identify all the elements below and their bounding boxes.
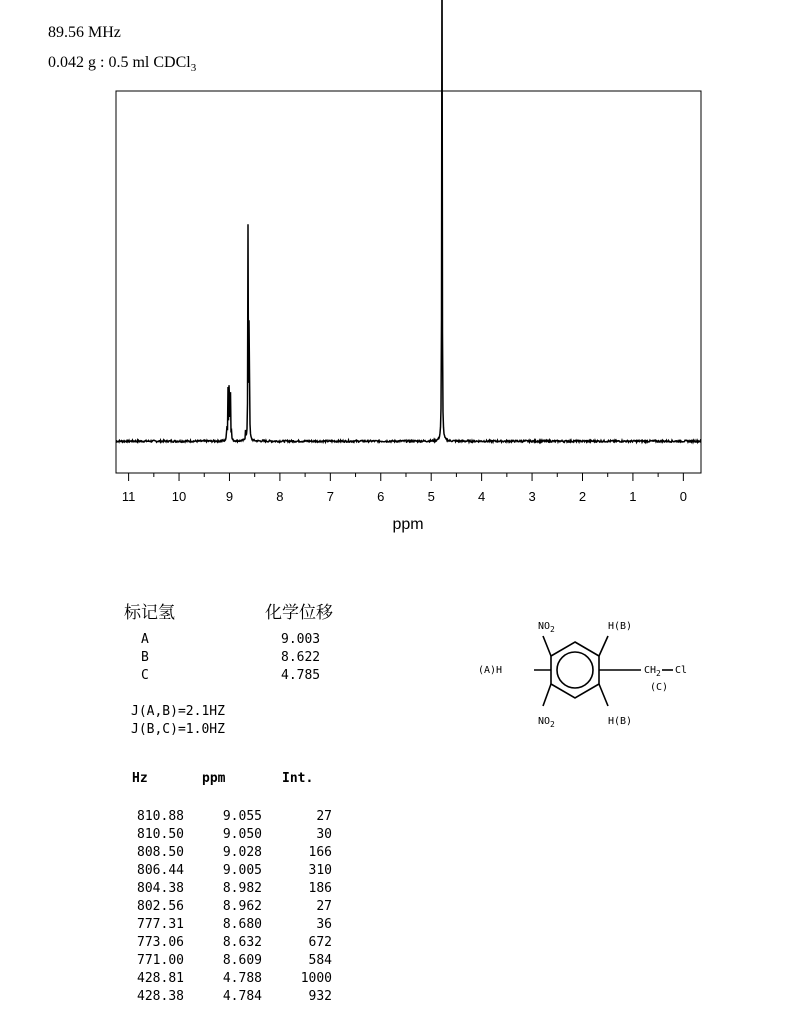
table-row	[122, 970, 332, 988]
ppm-cell: 9.005	[222, 863, 262, 878]
x-tick-label: 3	[528, 489, 536, 504]
x-tick-label: 0	[679, 489, 687, 504]
int-cell: 186	[308, 881, 332, 896]
molecular-structure	[470, 610, 710, 760]
coupling-constant: J(A,B)=2.1HZ	[131, 704, 225, 719]
int-cell: 27	[316, 809, 332, 824]
hz-cell: 802.56	[137, 899, 184, 914]
chlorine-label: Cl	[675, 665, 688, 676]
table-row	[122, 916, 332, 934]
table-row	[122, 826, 332, 844]
hydrogen-b-label: H(B)	[608, 716, 633, 727]
assignment-shift-a: 9.003	[281, 632, 321, 647]
nitro-group-label: $NO_2$	[538, 716, 555, 729]
x-tick-label: 10	[171, 489, 187, 504]
hz-cell: 773.06	[137, 935, 184, 950]
header-hz: Hz	[132, 771, 148, 786]
int-cell: 166	[308, 845, 332, 860]
int-cell: 310	[308, 863, 332, 878]
table-row	[122, 898, 332, 916]
assignment-shift-b: 8.622	[281, 650, 321, 665]
x-tick-label: 1	[629, 489, 637, 504]
ppm-cell: 9.028	[222, 845, 262, 860]
header-ppm: ppm	[202, 771, 226, 786]
table-row	[122, 880, 332, 898]
hydrogen-a-label: (A)H	[478, 665, 503, 676]
x-tick-label: 9	[225, 489, 234, 504]
methylene-label: $CH_2$	[644, 665, 661, 678]
plot-frame	[116, 91, 701, 473]
ppm-cell: 8.680	[222, 917, 262, 932]
nitro-group-label: $NO_2$	[538, 621, 555, 634]
hydrogen-b-label: H(B)	[608, 621, 633, 632]
x-tick-label: 5	[427, 489, 435, 504]
table-row	[122, 934, 332, 952]
column-header-shift: 化学位移	[265, 603, 333, 623]
assignment-label-a: A	[141, 632, 149, 647]
x-tick-label: 6	[377, 489, 385, 504]
table-row	[122, 952, 332, 970]
coupling-constant: J(B,C)=1.0HZ	[131, 722, 225, 737]
sample-text: 0.042 g : 0.5 ml CDCl	[48, 54, 191, 71]
hz-cell: 771.00	[137, 953, 184, 968]
hz-cell: 428.81	[137, 971, 184, 986]
int-cell: 30	[316, 827, 332, 842]
int-cell: 584	[308, 953, 332, 968]
hydrogen-c-label: (C)	[650, 682, 669, 693]
peak-table	[122, 808, 332, 1006]
assignment-label-b: B	[141, 650, 149, 665]
assignment-label-c: C	[141, 668, 149, 683]
x-tick-label: 8	[276, 489, 284, 504]
assignment-shift-c: 4.785	[281, 668, 321, 683]
ppm-cell: 9.050	[222, 827, 262, 842]
spectrometer-frequency: 89.56 MHz	[48, 24, 121, 41]
sample-subscript: 3	[190, 62, 197, 75]
x-axis-label: ppm	[392, 516, 424, 533]
x-tick-label: 4	[478, 489, 486, 504]
hz-cell: 810.50	[137, 827, 184, 842]
table-row	[122, 808, 332, 826]
x-axis	[122, 473, 687, 504]
ppm-cell: 8.962	[222, 899, 262, 914]
hz-cell: 808.50	[137, 845, 184, 860]
x-tick-label: 11	[121, 489, 136, 504]
hz-cell: 804.38	[137, 881, 184, 896]
int-cell: 27	[316, 899, 332, 914]
int-cell: 36	[316, 917, 332, 932]
int-cell: 1000	[300, 971, 332, 986]
table-row	[122, 988, 332, 1006]
column-header-label: 标记氢	[124, 603, 175, 623]
int-cell: 932	[308, 989, 332, 1004]
hz-cell: 806.44	[137, 863, 184, 878]
ppm-cell: 8.609	[222, 953, 262, 968]
hz-cell: 428.38	[137, 989, 184, 1004]
ppm-cell: 8.982	[222, 881, 262, 896]
spectrum-trace	[116, 0, 701, 442]
ppm-cell: 4.788	[222, 971, 262, 986]
header-int: Int.	[282, 771, 314, 786]
ppm-cell: 8.632	[222, 935, 262, 950]
ppm-cell: 9.055	[222, 809, 262, 824]
hz-cell: 777.31	[137, 917, 184, 932]
hz-cell: 810.88	[137, 809, 184, 824]
table-row	[122, 862, 332, 880]
table-row	[122, 844, 332, 862]
int-cell: 672	[308, 935, 332, 950]
x-tick-label: 7	[326, 489, 334, 504]
x-tick-label: 2	[578, 489, 587, 504]
ppm-cell: 4.784	[222, 989, 262, 1004]
